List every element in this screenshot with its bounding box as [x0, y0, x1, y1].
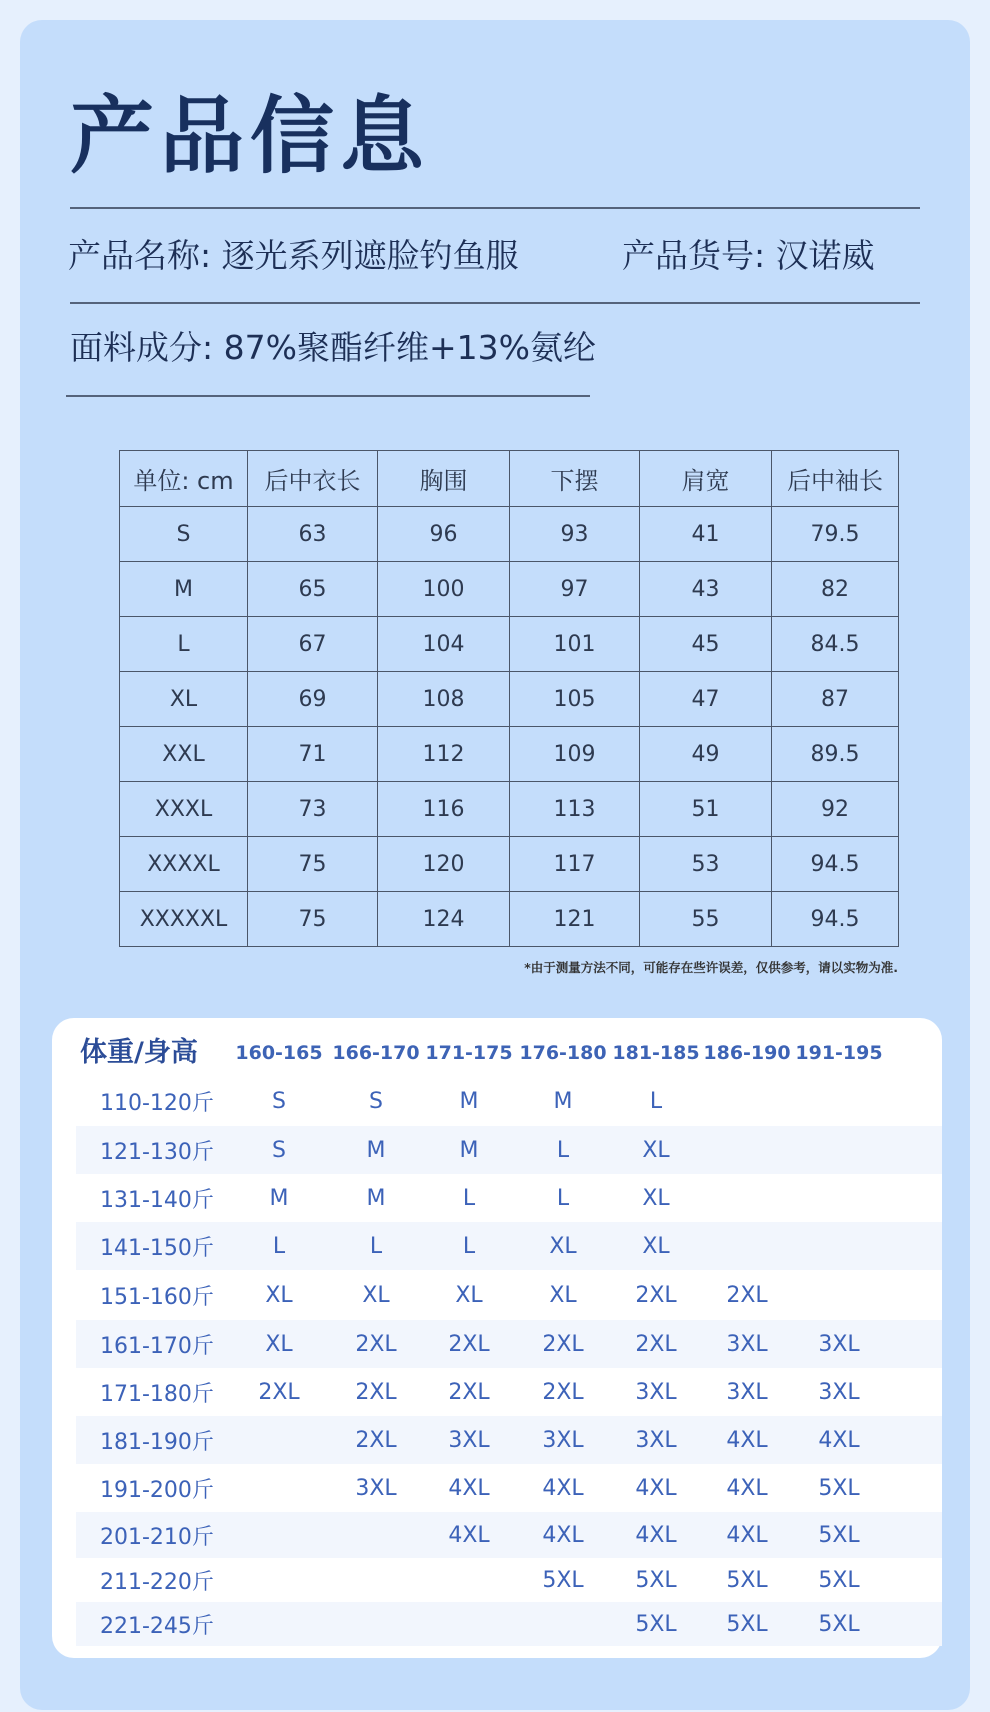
- product-name-label: 产品名称:: [68, 236, 212, 275]
- size-recommendation-card: [52, 1018, 942, 1658]
- recommended-size-cell: [702, 1174, 792, 1222]
- recommended-size-cell: M: [553, 1088, 573, 1114]
- height-header-cell: 181-185: [612, 1042, 700, 1064]
- size-table-row: [120, 892, 899, 947]
- weight-cell: 141-150斤: [100, 1235, 214, 1261]
- recommended-size-cell: 4XL: [448, 1475, 490, 1501]
- recommended-size-cell: 2XL: [355, 1331, 397, 1357]
- size-table-header-row: [120, 451, 899, 507]
- size-value-cell: 92: [772, 782, 899, 837]
- recommended-size-cell: [702, 1222, 792, 1270]
- weight-cell: 191-200斤: [100, 1477, 214, 1503]
- recommended-size-cell: 3XL: [635, 1427, 677, 1453]
- recommended-size-cell: 5XL: [542, 1567, 584, 1593]
- product-sku-label: 产品货号:: [622, 236, 766, 275]
- divider: [70, 207, 920, 209]
- recommendation-row: [76, 1416, 942, 1464]
- size-table-header-cell: 下摆: [510, 451, 640, 507]
- size-table-row: [120, 727, 899, 782]
- size-value-cell: 121: [510, 892, 640, 947]
- weight-cell: 201-210斤: [100, 1524, 214, 1550]
- recommended-size-cell: XL: [362, 1282, 390, 1308]
- size-label-cell: L: [120, 617, 248, 672]
- weight-height-corner: 体重/身高: [80, 1037, 198, 1068]
- size-value-cell: 53: [640, 837, 772, 892]
- recommended-size-cell: 5XL: [726, 1567, 768, 1593]
- size-value-cell: 65: [248, 562, 378, 617]
- recommended-size-cell: M: [459, 1137, 479, 1163]
- recommended-size-cell: XL: [265, 1282, 293, 1308]
- recommended-size-cell: 5XL: [726, 1611, 768, 1637]
- size-value-cell: 51: [640, 782, 772, 837]
- recommendation-row: [76, 1368, 942, 1416]
- weight-cell: 151-160斤: [100, 1284, 214, 1310]
- fabric-label: 面料成分:: [70, 328, 214, 367]
- recommended-size-cell: 4XL: [635, 1522, 677, 1548]
- fabric-row: [70, 328, 596, 368]
- recommended-size-cell: 2XL: [542, 1331, 584, 1357]
- size-label-cell: XXXL: [120, 782, 248, 837]
- recommended-size-cell: [702, 1126, 792, 1174]
- recommended-size-cell: 5XL: [818, 1567, 860, 1593]
- size-label-cell: XXXXXL: [120, 892, 248, 947]
- size-value-cell: 87: [772, 672, 899, 727]
- recommended-size-cell: [792, 1076, 886, 1126]
- recommended-size-cell: [422, 1602, 516, 1646]
- recommended-size-cell: [422, 1558, 516, 1602]
- recommended-size-cell: L: [272, 1233, 286, 1259]
- unit-header-cell: 单位: cm: [120, 451, 248, 507]
- weight-cell: 221-245斤: [100, 1613, 214, 1639]
- recommendation-row: [76, 1126, 942, 1174]
- size-value-cell: 47: [640, 672, 772, 727]
- size-label-cell: XL: [120, 672, 248, 727]
- size-label-cell: S: [120, 507, 248, 562]
- size-value-cell: 82: [772, 562, 899, 617]
- size-value-cell: 96: [378, 507, 510, 562]
- height-header-cell: 166-170: [332, 1042, 420, 1064]
- recommendation-row: [76, 1512, 942, 1558]
- recommended-size-cell: 3XL: [818, 1379, 860, 1405]
- recommended-size-cell: [792, 1270, 886, 1320]
- recommended-size-cell: 2XL: [542, 1379, 584, 1405]
- recommended-size-cell: [228, 1558, 330, 1602]
- size-value-cell: 73: [248, 782, 378, 837]
- recommended-size-cell: 2XL: [635, 1331, 677, 1357]
- size-table-row: [120, 672, 899, 727]
- size-table-row: [120, 617, 899, 672]
- product-sku-value: 汉诺威: [775, 236, 875, 275]
- recommended-size-cell: [228, 1464, 330, 1512]
- size-value-cell: 55: [640, 892, 772, 947]
- measurement-note: *由于测量方法不同，可能存在些许误差，仅供参考，请以实物为准.: [524, 960, 898, 975]
- recommended-size-cell: 3XL: [635, 1379, 677, 1405]
- weight-cell: 110-120斤: [100, 1090, 214, 1116]
- size-value-cell: 69: [248, 672, 378, 727]
- recommended-size-cell: 5XL: [818, 1611, 860, 1637]
- weight-cell: 121-130斤: [100, 1139, 214, 1165]
- product-sku-row: [622, 236, 875, 276]
- size-value-cell: 105: [510, 672, 640, 727]
- recommended-size-cell: XL: [549, 1282, 577, 1308]
- recommended-size-cell: 3XL: [542, 1427, 584, 1453]
- recommended-size-cell: 4XL: [726, 1475, 768, 1501]
- recommended-size-cell: 4XL: [542, 1475, 584, 1501]
- size-value-cell: 79.5: [772, 507, 899, 562]
- recommended-size-cell: 2XL: [726, 1282, 768, 1308]
- size-label-cell: M: [120, 562, 248, 617]
- recommendation-row: [76, 1076, 942, 1126]
- height-header-cell: 186-190: [703, 1042, 791, 1064]
- size-table-header-cell: 肩宽: [640, 451, 772, 507]
- size-table-row: [120, 837, 899, 892]
- size-value-cell: 116: [378, 782, 510, 837]
- recommended-size-cell: 4XL: [726, 1522, 768, 1548]
- size-value-cell: 97: [510, 562, 640, 617]
- recommended-size-cell: M: [269, 1185, 289, 1211]
- recommended-size-cell: XL: [642, 1185, 670, 1211]
- size-table-row: [120, 562, 899, 617]
- recommended-size-cell: XL: [265, 1331, 293, 1357]
- recommended-size-cell: 2XL: [355, 1379, 397, 1405]
- size-value-cell: 124: [378, 892, 510, 947]
- recommended-size-cell: L: [649, 1088, 663, 1114]
- size-value-cell: 94.5: [772, 892, 899, 947]
- size-value-cell: 109: [510, 727, 640, 782]
- weight-cell: 131-140斤: [100, 1187, 214, 1213]
- size-value-cell: 75: [248, 837, 378, 892]
- recommended-size-cell: 2XL: [448, 1331, 490, 1357]
- recommended-size-cell: [792, 1222, 886, 1270]
- size-chart-table: [119, 450, 899, 947]
- recommended-size-cell: XL: [455, 1282, 483, 1308]
- size-value-cell: 104: [378, 617, 510, 672]
- recommended-size-cell: L: [556, 1185, 570, 1211]
- recommended-size-cell: S: [369, 1088, 383, 1114]
- recommendation-row: [76, 1558, 942, 1602]
- recommended-size-cell: S: [272, 1137, 286, 1163]
- size-value-cell: 89.5: [772, 727, 899, 782]
- size-value-cell: 100: [378, 562, 510, 617]
- recommended-size-cell: 3XL: [726, 1331, 768, 1357]
- weight-cell: 211-220斤: [100, 1569, 214, 1595]
- fabric-value: 87%聚酯纤维+13%氨纶: [223, 328, 596, 367]
- recommended-size-cell: S: [272, 1088, 286, 1114]
- recommended-size-cell: XL: [642, 1137, 670, 1163]
- recommended-size-cell: L: [462, 1233, 476, 1259]
- height-header-cell: 191-195: [795, 1042, 883, 1064]
- size-value-cell: 112: [378, 727, 510, 782]
- recommended-size-cell: 3XL: [818, 1331, 860, 1357]
- height-header-cell: 160-165: [235, 1042, 323, 1064]
- product-name-value: 逐光系列遮脸钓鱼服: [221, 236, 519, 275]
- recommended-size-cell: [228, 1602, 330, 1646]
- size-label-cell: XXXXL: [120, 837, 248, 892]
- recommended-size-cell: 2XL: [635, 1282, 677, 1308]
- recommended-size-cell: L: [462, 1185, 476, 1211]
- recommended-size-cell: 4XL: [818, 1427, 860, 1453]
- recommended-size-cell: M: [366, 1185, 386, 1211]
- size-value-cell: 67: [248, 617, 378, 672]
- size-value-cell: 117: [510, 837, 640, 892]
- size-value-cell: 45: [640, 617, 772, 672]
- recommendation-row: [76, 1320, 942, 1368]
- height-header-cell: 176-180: [519, 1042, 607, 1064]
- size-value-cell: 75: [248, 892, 378, 947]
- product-name-row: [68, 236, 519, 276]
- size-value-cell: 120: [378, 837, 510, 892]
- recommended-size-cell: [702, 1076, 792, 1126]
- weight-cell: 171-180斤: [100, 1381, 214, 1407]
- height-header-cell: 171-175: [425, 1042, 513, 1064]
- recommended-size-cell: M: [366, 1137, 386, 1163]
- size-table-header-cell: 后中袖长: [772, 451, 899, 507]
- recommended-size-cell: XL: [642, 1233, 670, 1259]
- size-table-row: [120, 782, 899, 837]
- recommended-size-cell: 4XL: [448, 1522, 490, 1548]
- recommended-size-cell: L: [556, 1137, 570, 1163]
- recommended-size-cell: 2XL: [448, 1379, 490, 1405]
- size-value-cell: 94.5: [772, 837, 899, 892]
- recommended-size-cell: 5XL: [635, 1567, 677, 1593]
- size-value-cell: 63: [248, 507, 378, 562]
- recommended-size-cell: M: [459, 1088, 479, 1114]
- recommendation-row: [76, 1222, 942, 1270]
- size-value-cell: 43: [640, 562, 772, 617]
- recommended-size-cell: [228, 1512, 330, 1558]
- recommended-size-cell: 5XL: [635, 1611, 677, 1637]
- size-value-cell: 71: [248, 727, 378, 782]
- recommended-size-cell: [330, 1558, 422, 1602]
- size-table-row: [120, 507, 899, 562]
- page-title: 产品信息: [70, 87, 431, 185]
- recommended-size-cell: 2XL: [355, 1427, 397, 1453]
- weight-cell: 161-170斤: [100, 1333, 214, 1359]
- size-value-cell: 49: [640, 727, 772, 782]
- size-value-cell: 84.5: [772, 617, 899, 672]
- size-label-cell: XXL: [120, 727, 248, 782]
- size-value-cell: 101: [510, 617, 640, 672]
- recommended-size-cell: 5XL: [818, 1475, 860, 1501]
- recommendation-row: [76, 1464, 942, 1512]
- recommendation-row: [76, 1270, 942, 1320]
- recommendation-header: [76, 1030, 942, 1076]
- recommended-size-cell: 4XL: [635, 1475, 677, 1501]
- recommendation-row: [76, 1174, 942, 1222]
- recommended-size-cell: XL: [549, 1233, 577, 1259]
- size-value-cell: 41: [640, 507, 772, 562]
- recommended-size-cell: 4XL: [542, 1522, 584, 1548]
- weight-cell: 181-190斤: [100, 1429, 214, 1455]
- recommended-size-cell: [330, 1512, 422, 1558]
- recommended-size-cell: 3XL: [355, 1475, 397, 1501]
- recommendation-row: [76, 1602, 942, 1646]
- recommended-size-cell: 2XL: [258, 1379, 300, 1405]
- size-value-cell: 113: [510, 782, 640, 837]
- recommended-size-cell: 5XL: [818, 1522, 860, 1548]
- recommended-size-cell: [516, 1602, 610, 1646]
- size-value-cell: 93: [510, 507, 640, 562]
- recommended-size-cell: [228, 1416, 330, 1464]
- recommended-size-cell: [330, 1602, 422, 1646]
- size-table-header-cell: 后中衣长: [248, 451, 378, 507]
- recommended-size-cell: 4XL: [726, 1427, 768, 1453]
- recommended-size-cell: L: [369, 1233, 383, 1259]
- recommended-size-cell: [792, 1126, 886, 1174]
- divider: [70, 302, 920, 304]
- size-value-cell: 108: [378, 672, 510, 727]
- recommended-size-cell: 3XL: [726, 1379, 768, 1405]
- recommended-size-cell: 3XL: [448, 1427, 490, 1453]
- recommended-size-cell: [792, 1174, 886, 1222]
- divider: [66, 395, 590, 397]
- size-table-header-cell: 胸围: [378, 451, 510, 507]
